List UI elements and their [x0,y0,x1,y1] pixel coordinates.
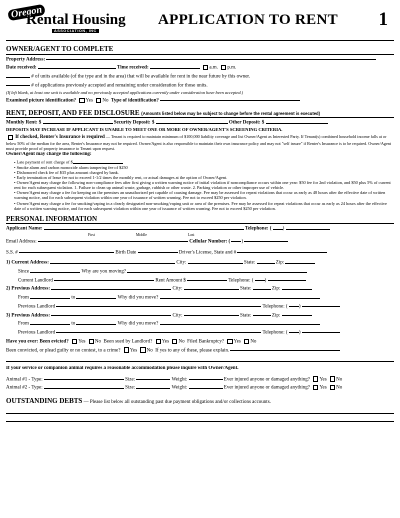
address-number: 2) [6,286,11,292]
late-fee-field[interactable] [73,158,123,164]
telephone-area-field[interactable] [273,224,283,230]
cellular-area-field[interactable] [231,237,241,243]
animal-type-field[interactable] [44,375,124,381]
size-label: Size: [125,385,136,391]
convicted-label: Been convicted, or plead guilty or no contest, to a crime? [6,348,121,354]
weight-label: Weight: [171,377,188,383]
why-move-field[interactable] [160,293,320,299]
yes-label: Yes [161,339,170,345]
address-number: 3) [6,313,11,319]
animal-row [6,383,394,392]
units-available-field[interactable] [6,72,30,78]
explain-line[interactable] [6,354,394,362]
renters-insurance-checkbox[interactable] [8,135,13,140]
debts-line[interactable] [6,406,394,414]
fee-item: • Smoke alarm and carbon monoxide alarm tampering fee of $250 [14,165,394,170]
property-address-row [6,55,394,64]
to-label: to [71,321,76,327]
landlord-telephone-label: Telephone: ( [262,304,288,310]
landlord-tel-field[interactable] [302,302,340,308]
yes-label: Yes [319,385,327,391]
no-label: No [94,339,102,345]
time-received-label: Time received: [117,65,149,71]
previous-address-label: Previous Address: [11,286,50,292]
type-id-label: Type of identification? [110,98,159,104]
from-to-row [6,293,394,302]
pm-checkbox[interactable] [221,65,226,70]
address-number: 1) [6,260,11,266]
yes-label: Yes [319,377,327,383]
insurance-paragraph [6,134,394,151]
previous-state-field[interactable] [253,311,271,317]
units-available-row [6,72,394,81]
why-move-label: Why did you move? [117,295,159,301]
to-label: to [71,295,76,301]
debts-heading-row [6,398,394,406]
injured-no-checkbox[interactable] [330,385,335,390]
why-moving-label: Why are you moving? [81,269,127,275]
injured-yes-checkbox[interactable] [313,385,318,390]
size-field[interactable] [136,383,170,389]
current-state-field[interactable] [257,258,275,264]
previous-landlord-row: Previous Landlord Telephone: ( ) [6,328,394,337]
fee-item: • Early termination of lease fee not to exceed 1-1/2 times the monthly rent, or actual damages at the option of Owner/Agent. [14,175,394,180]
from-field[interactable] [30,293,70,299]
previous-address-row [6,311,394,320]
am-label: a.m. [209,65,218,71]
from-label: From [18,321,29,327]
property-address-label: Property Address: [6,57,46,62]
previous-landlord-label: Previous Landlord [18,330,56,336]
size-label: Size: [125,377,136,383]
sued-label: Been sued by Landlord? [103,339,153,345]
landlord-tel-field[interactable] [302,328,340,334]
why-move-label: Why did you move? [117,321,159,327]
state-label: State: [243,260,256,266]
rent-amount-label: Rent Amount $ [155,278,186,284]
cellular-field[interactable] [244,237,288,243]
date-time-row [6,63,394,72]
logo-main-text: Rental Housing [26,12,126,28]
previous-zip-field[interactable] [282,311,312,317]
photo-id-yes-checkbox[interactable] [79,98,84,103]
no-label: No [178,339,185,345]
no-label: No [336,377,343,383]
weight-label: Weight: [171,385,188,391]
fee-item: • Owner/Agent may charge the following non-compliance fees after first giving a written warning notice of initial violation if noncompliance occurs within one year: $50 fee for 2nd violation, and $50 plus 5% of current rent for each subsequent violation. 1. Failure to clean up animal waste, garbage, rubbish or other waste. 2. Parking violation or other improper use of vehicle. [14,180,394,190]
applications-accepted-row [6,81,394,90]
no-label: No [336,385,343,391]
convicted-no-checkbox[interactable] [140,347,145,352]
current-landlord-field[interactable] [54,276,154,282]
zip-label: Zip: [275,260,285,266]
evicted-label: Have you ever: Been evicted? [6,339,69,345]
email-field[interactable] [38,237,188,243]
rent-heading-text: RENT, DEPOSIT, AND FEE DISCLOSURE [6,108,140,117]
to-field[interactable] [76,319,116,325]
monthly-rent-label: Monthly Rent: $ [6,120,42,126]
explain-field[interactable] [230,346,340,352]
fee-item: • Owner/Agent may charge a fee for keeping on the premises an unauthorized pet capable of causing damage. Fee may be assessed for repeat violations that occur as early as 48 hours after the effective date of written warning notice, and for each subsequent violation within one year of issuance of written warning. Fee not to exceed $250 per violation. [14,190,394,200]
current-landlord-row: Current Landlord Rent Amount $ Telephone: ( ) [6,276,394,285]
units-available-text: # of units available (of the type and in the area) that will be available for rent in the near future by this owner. [31,74,251,80]
zip-label: Zip: [271,313,281,319]
rent-section-heading [6,109,394,119]
telephone-label: Telephone: ( [245,226,272,232]
email-label: Email Address: [6,239,37,245]
date-received-field[interactable] [38,63,116,69]
landlord-tel-area-field[interactable] [255,276,265,282]
personal-section-heading: PERSONAL INFORMATION [6,215,394,225]
injured-label: Ever injured anyone or damaged anything? [223,377,310,383]
explain-label: If yes to any of these, please explain. [155,348,230,354]
animal-type-label: Animal #2 - Type: [6,385,43,391]
other-deposit-label: Other Deposit: $ [228,120,265,126]
animal-row [6,375,394,384]
previous-address-field[interactable] [51,284,171,290]
birth-date-field[interactable] [138,248,178,254]
previous-address-row [6,284,394,293]
previous-address-field[interactable] [51,311,171,317]
sued-yes-checkbox[interactable] [156,339,161,344]
drivers-license-field[interactable] [237,248,327,254]
previous-state-field[interactable] [253,284,271,290]
injured-yes-checkbox[interactable] [313,376,318,381]
debts-text: — Please list below all outstanding past due payment obligations and/or collections accounts. [83,400,271,405]
property-address-field[interactable] [46,55,376,61]
yes-label: Yes [233,339,241,345]
previous-landlord-field[interactable] [56,302,261,308]
photo-id-yes-label: Yes [85,98,93,104]
form-title: APPLICATION TO RENT [158,12,338,28]
landlord-telephone-label: Telephone: ( [262,330,288,336]
fee-item: • Late payment of rent charge of $ [14,158,394,165]
state-label: State: [240,313,252,319]
owner-note: (If left blank, at least one unit is available and no previously accepted applications currently under consideration have been accepted.) [6,89,244,95]
applicant-name-field[interactable] [44,224,244,230]
current-zip-field[interactable] [285,258,315,264]
current-address-field[interactable] [50,258,175,264]
why-move-field[interactable] [160,319,320,325]
telephone-field[interactable] [286,224,330,230]
photo-id-no-checkbox[interactable] [96,98,101,103]
previous-city-field[interactable] [184,311,239,317]
applications-accepted-text: # of applications previously accepted and remaining under consideration for those units. [31,83,208,89]
bankruptcy-yes-checkbox[interactable] [227,339,232,344]
evicted-no-checkbox[interactable] [89,339,94,344]
previous-city-field[interactable] [184,284,239,290]
security-deposit-field[interactable] [156,118,228,124]
state-label: State: [240,286,252,292]
drivers-license-label: Driver's License, State and # [178,250,237,256]
may-charge-label: Owner/Agent may charge the following: [6,151,92,157]
from-label: From [18,295,29,301]
bankruptcy-label: Filed Bankruptcy? [187,339,225,345]
photo-id-row [6,96,394,105]
insurance-title: If checked, Renter's Insurance is required [15,135,105,141]
convicted-row [6,346,394,355]
pm-label: p.m. [227,65,237,71]
since-row [6,267,394,276]
evicted-yes-checkbox[interactable] [72,339,77,344]
current-landlord-label: Current Landlord [18,278,53,284]
from-to-row [6,319,394,328]
logo-oregon-text: Oregon [7,4,45,21]
to-field[interactable] [76,293,116,299]
monthly-rent-field[interactable] [43,118,113,124]
city-label: City: [172,286,183,292]
current-address-label: Current Address: [11,260,49,266]
current-city-field[interactable] [188,258,243,264]
sued-no-checkbox[interactable] [172,339,177,344]
type-id-field[interactable] [160,96,300,102]
birth-date-label: Birth Date [115,250,137,256]
landlord-tel-area-field[interactable] [289,328,299,334]
history-questions-row [6,339,394,346]
other-deposit-field[interactable] [266,118,328,124]
security-deposit-label: Security Deposit: $ [113,120,155,126]
debts-heading: OUTSTANDING DEBTS [6,398,83,405]
previous-landlord-row: Previous Landlord Telephone: ( ) [6,302,394,311]
previous-address-label: Previous Address: [11,313,50,319]
bankruptcy-no-checkbox[interactable] [244,339,249,344]
from-field[interactable] [30,319,70,325]
rent-heading-note: (Amounts listed below may be subject to change before the rental agreement is executed) [141,110,321,116]
animal-type-label: Animal #1 - Type: [6,377,43,383]
previous-landlord-field[interactable] [56,328,261,334]
why-moving-field[interactable] [127,267,307,273]
ss-label: S.S. # [6,250,18,256]
middle-sublabel: Middle [135,232,147,237]
yes-label: Yes [129,348,138,354]
weight-field[interactable] [189,383,223,389]
last-sublabel: Last [187,232,195,237]
previous-landlord-label: Previous Landlord [18,304,56,310]
injured-label: Ever injured anyone or damaged anything? [223,385,310,391]
since-field[interactable] [30,267,80,273]
since-label: Since [18,269,30,275]
applicant-name-row: Applicant Name: Telephone: ( ) [6,224,394,233]
landlord-tel-area-field[interactable] [289,302,299,308]
fee-item: • Owner/Agent may charge a fee for smoking/vaping in a clearly designated non-smoking/vaping unit or area of the premises. Fee may be assessed for repeat violations that occur as early as 24 hours after the effective date of a written warning notice, and for each subsequent violation within one year of issuance of written warning. Fee not to exceed $250 per violation. [14,201,394,211]
fee-item: • Dishonored check fee of $35 plus amount charged by bank. [14,170,394,175]
no-label: No [146,348,153,354]
city-label: City: [176,260,187,266]
time-received-field[interactable] [150,63,200,69]
examined-photo-label: Examined picture identification? [6,98,77,104]
animal-heading: If your service or companion animal requires a reasonable accommodation please inquire with Owner/Agent. [6,366,239,372]
application-form [6,0,394,422]
yes-label: Yes [78,339,86,345]
injured-no-checkbox[interactable] [330,376,335,381]
email-row: Email Address: Cellular Number: ( ) [6,237,394,246]
date-received-label: Date received: [6,65,37,71]
previous-zip-field[interactable] [282,284,312,290]
first-sublabel: First [88,232,95,237]
applicant-name-label: Applicant Name: [6,226,43,232]
landlord-tel-field[interactable] [268,276,306,282]
oregon-rental-housing-logo [8,4,126,37]
no-label: No [250,339,257,345]
applications-accepted-field[interactable] [6,81,30,87]
zip-label: Zip: [271,286,281,292]
weight-field[interactable] [189,375,223,381]
insurance-text: — Tenant is required to maintain minimum of $100,000 liability coverage and list Owner/Agent as Interested Party. If Tenant(s) combined household income falls at or below 50% of the median for the area, Renter's Insurance may not be required. Owner/Agent is also responsible to maintain their own insurance policy and may not "self insure" if Renter's Insurance is to be required. Owner/Agent must provide proof of property insurance to Tenant upon request. [6,134,392,151]
size-field[interactable] [136,375,170,381]
rent-deposit-row [6,118,394,127]
current-address-row [6,258,394,267]
ss-field[interactable] [19,248,114,254]
photo-id-no-label: No [102,98,109,104]
fee-list [6,158,394,210]
id-row [6,248,394,257]
form-header [6,0,394,41]
form-number: 1 [378,9,388,30]
animal-type-field[interactable] [44,383,124,389]
city-label: City: [172,313,183,319]
cellular-label: Cellular Number: ( [189,239,231,245]
logo-sub-text: ASSOCIATION, INC [54,29,97,33]
owner-section-heading: OWNER/AGENT TO COMPLETE [6,45,394,55]
am-checkbox[interactable] [203,65,208,70]
debts-line[interactable] [6,414,394,422]
deposits-warning: DEPOSITS MAY INCREASE IF APPLICANT IS UNABLE TO MEET ONE OR MORE OF OWNER/AGENT'S SCREENING CRITERIA. [6,127,283,133]
landlord-telephone-label: Telephone: ( [228,278,254,284]
rent-amount-field[interactable] [187,276,227,282]
convicted-yes-checkbox[interactable] [124,347,129,352]
